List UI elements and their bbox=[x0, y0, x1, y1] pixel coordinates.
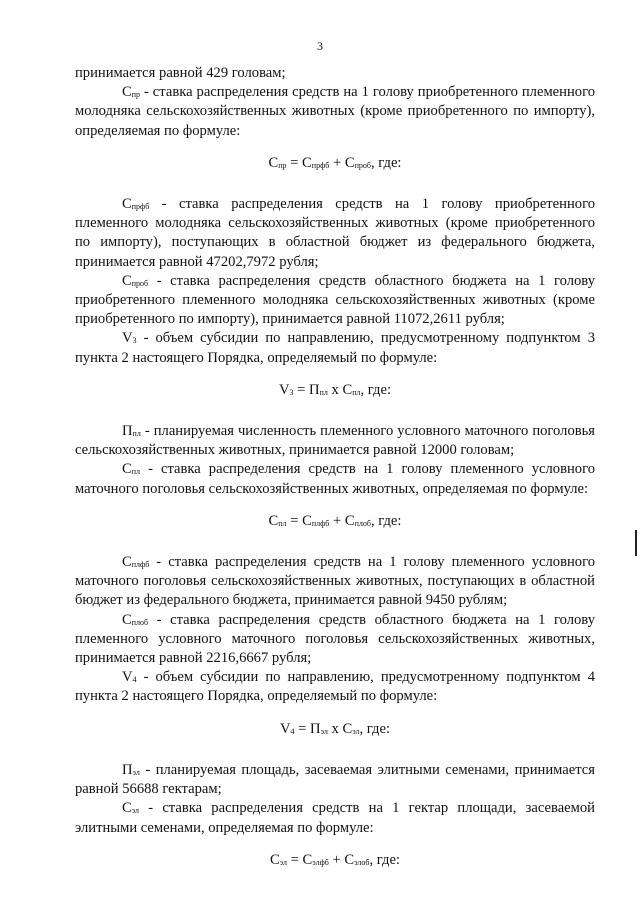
formula bbox=[75, 154, 595, 173]
formula-index: пр bbox=[278, 160, 287, 170]
formula-index: 3 bbox=[289, 387, 294, 397]
definition-symbol: V bbox=[122, 669, 133, 686]
definition-paragraph bbox=[75, 422, 595, 460]
formula bbox=[75, 720, 595, 739]
definition-symbol-index: проб bbox=[131, 278, 149, 288]
formula-index: пл bbox=[352, 387, 361, 397]
definition-symbol: П bbox=[122, 423, 133, 440]
formula-term: = С bbox=[286, 154, 312, 171]
document-body bbox=[75, 64, 595, 892]
definition-text: - ставка распределения средств на 1 голову племенного условного маточного поголовья сельскохозяйственных животных, определяемая по формуле: bbox=[75, 461, 595, 497]
definition-symbol-index: пр bbox=[131, 90, 141, 100]
formula-index: элоб bbox=[354, 857, 370, 867]
definition-text: - объем субсидии по направлению, предусмотренному подпунктом 4 пункта 2 настоящего Порядка, определяемый по формуле: bbox=[75, 669, 595, 705]
formula-index: эл bbox=[279, 857, 288, 867]
definition-symbol-index: эл bbox=[132, 767, 140, 777]
definition-symbol: С bbox=[122, 461, 132, 478]
formula-term: = С bbox=[287, 851, 313, 868]
formula-term: С bbox=[268, 512, 279, 529]
definition-symbol-index: плоб bbox=[131, 617, 149, 627]
definition-text: - ставка распределения средств на 1 голову приобретенного племенного молодняка сельскохозяйственных животных (кроме приобретенного по импорту), поступающих в областной бюджет из федерального бюджета, принимается равной 47202,7972 рубля; bbox=[75, 196, 595, 270]
page-number: 3 bbox=[317, 39, 323, 53]
definition-symbol-index: 3 bbox=[132, 336, 137, 346]
definition-symbol-index: плфб bbox=[131, 560, 150, 570]
formula-index: эл bbox=[320, 726, 328, 736]
formula-index: 4 bbox=[290, 726, 295, 736]
definition-paragraph bbox=[75, 761, 595, 799]
definition-text: - ставка распределения средств областного бюджета на 1 голову приобретенного племенного молодняка сельскохозяйственных животных (кроме приобретенного по импорту), принимается равной 11072,2611 рубля; bbox=[75, 272, 595, 328]
definition-symbol-index: пл bbox=[131, 467, 141, 477]
formula-term: = С bbox=[286, 512, 312, 529]
definition-symbol: С bbox=[122, 554, 132, 571]
formula-term: х С bbox=[327, 720, 353, 737]
formula-term: , где: bbox=[370, 154, 402, 171]
scan-edge-mark bbox=[635, 530, 637, 556]
definition-symbol: С bbox=[122, 272, 132, 289]
definition-symbol: С bbox=[122, 196, 132, 213]
formula-term: + С bbox=[328, 851, 355, 868]
definition-paragraph bbox=[75, 799, 595, 837]
definition-paragraph bbox=[75, 553, 595, 611]
definition-symbol-index: эл bbox=[131, 806, 140, 816]
definition-paragraph bbox=[75, 460, 595, 498]
definition-text: - объем субсидии по направлению, предусмотренному подпунктом 3 пункта 2 настоящего Порядка, определяемый по формуле: bbox=[75, 330, 595, 366]
definition-symbol-index: прфб bbox=[131, 202, 150, 212]
definition-text: - планируемая площадь, засеваемая элитными семенами, принимается равной 56688 гектарам; bbox=[75, 761, 595, 798]
formula-term: V bbox=[279, 720, 291, 737]
formula-term: С bbox=[268, 154, 279, 171]
formula-term: С bbox=[270, 851, 280, 868]
formula-index: эл bbox=[352, 726, 360, 736]
formula-index: пл bbox=[278, 518, 287, 528]
formula-index: плфб bbox=[311, 518, 330, 528]
formula-term: + С bbox=[329, 512, 355, 529]
definition-text: - ставка распределения средств на 1 гектар площади, засеваемой элитными семенами, определяемая по формуле: bbox=[75, 800, 595, 836]
formula-term: = П bbox=[293, 381, 320, 398]
definition-symbol: V bbox=[122, 330, 133, 347]
formula-term: , где: bbox=[360, 381, 392, 398]
formula-index: проб bbox=[354, 160, 371, 170]
definition-text: - планируемая численность племенного условного маточного поголовья сельскохозяйственных животных, принимается равной 12000 головам; bbox=[75, 423, 595, 459]
formula-term: х С bbox=[327, 381, 353, 398]
definition-symbol-index: пл bbox=[132, 429, 141, 439]
formula-index: элфб bbox=[312, 857, 329, 867]
definition-symbol: С bbox=[122, 611, 132, 628]
definition-paragraph bbox=[75, 195, 595, 272]
definition-text: - ставка распределения средств областного бюджета на 1 голову племенного условного маточного поголовья сельскохозяйственных животных, принимается равной 2216,6667 рубля; bbox=[75, 611, 595, 667]
paragraph-continuation: принимается равной 429 головам; bbox=[75, 65, 286, 81]
definition-text: - ставка распределения средств на 1 голову приобретенного племенного молодняка сельскохозяйственных животных (кроме приобретенного по импорту), определяемая по формуле: bbox=[75, 84, 595, 139]
definition-paragraph bbox=[75, 668, 595, 706]
formula-term: = П bbox=[294, 720, 321, 737]
definition-paragraph bbox=[75, 329, 595, 367]
formula bbox=[75, 851, 595, 870]
formula-index: прфб bbox=[311, 160, 330, 170]
formula-term: , где: bbox=[369, 851, 400, 868]
definition-text: - ставка распределения средств на 1 голову племенного условного маточного поголовья сельскохозяйственных животных, поступающих в областной бюджет из федерального бюджета, принимается равной 9450 рублям; bbox=[75, 554, 595, 609]
formula-term: V bbox=[278, 381, 290, 398]
formula bbox=[75, 381, 595, 400]
definition-paragraph bbox=[75, 611, 595, 669]
definition-symbol-index: 4 bbox=[132, 675, 137, 685]
definition-paragraph bbox=[75, 83, 595, 141]
definition-symbol: С bbox=[122, 800, 132, 817]
formula-term: , где: bbox=[359, 720, 391, 737]
formula-term: + С bbox=[329, 154, 355, 171]
definition-symbol: С bbox=[122, 84, 132, 101]
formula-index: плоб bbox=[354, 518, 371, 528]
formula-term: , где: bbox=[370, 512, 402, 529]
definition-symbol: П bbox=[122, 761, 133, 778]
formula bbox=[75, 512, 595, 531]
definition-paragraph bbox=[75, 272, 595, 330]
formula-index: пл bbox=[319, 387, 328, 397]
